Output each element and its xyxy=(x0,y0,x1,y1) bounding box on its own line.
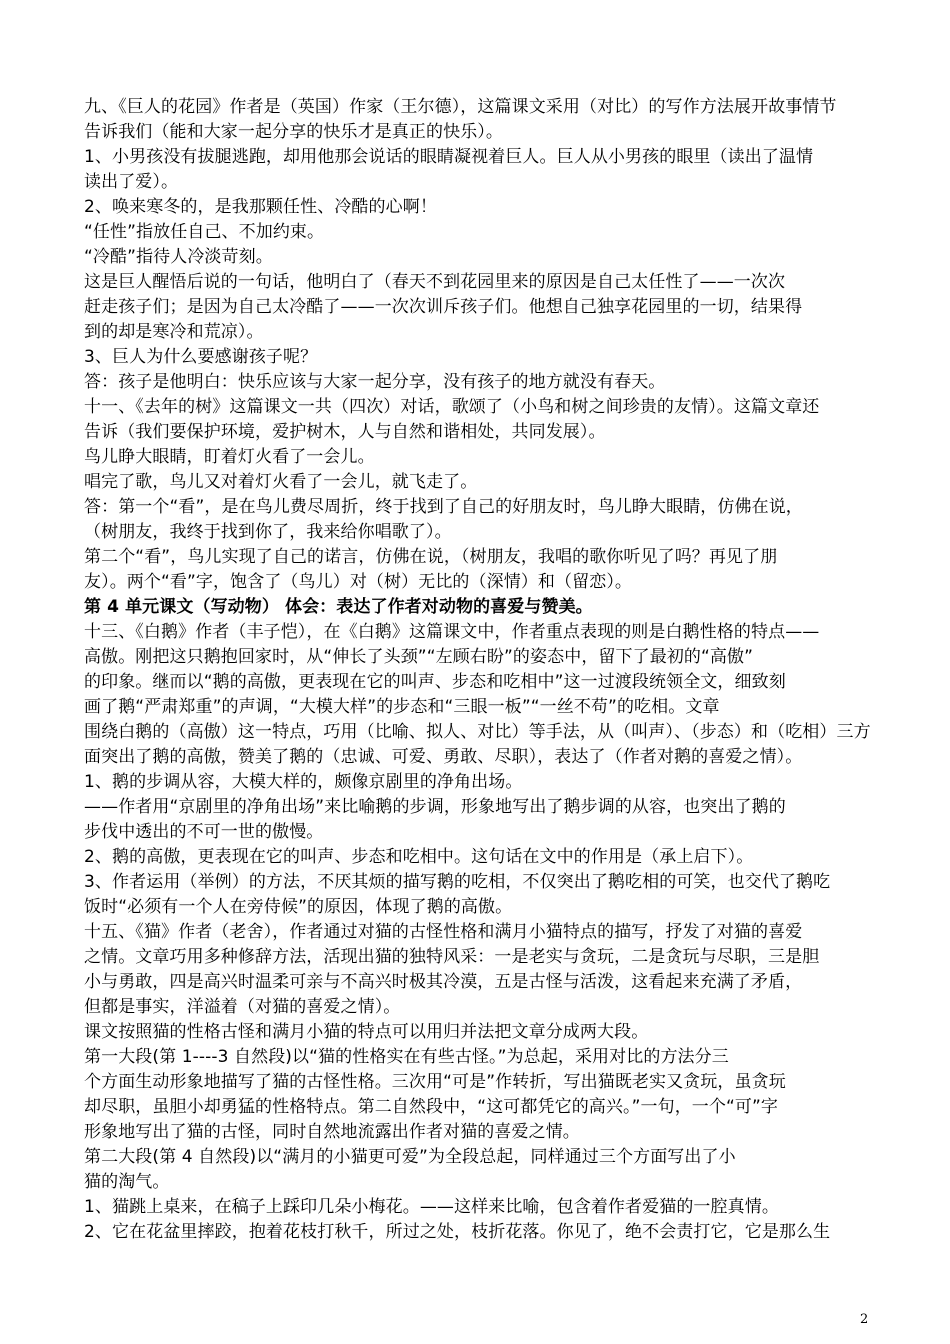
text-line: 但都是事实，洋溢着（对猫的喜爱之情）。 xyxy=(84,997,401,1017)
text-line: 赶走孩子们；是因为自己太冷酷了——一次次训斥孩子们。他想自己独享花园里的一切，结果得 xyxy=(84,297,803,317)
text-line: 2、唤来寒冬的，是我那颗任性、冷酷的心啊！ xyxy=(84,197,437,217)
text-line: 到的却是寒冷和荒凉）。 xyxy=(84,322,264,342)
text-line: 答：孩子是他明白：快乐应该与大家一起分享，没有孩子的地方就没有春天。 xyxy=(84,372,666,392)
text-line: 画了鹅“严肃郑重”的声调，“大模大样”的步态和“三眼一板”“一丝不苟”的吃相。文章 xyxy=(84,697,720,717)
page-number: 2 xyxy=(860,1312,869,1327)
text-line: 告诉我们（能和大家一起分享的快乐才是真正的快乐）。 xyxy=(84,122,503,142)
text-line: （树朋友，我终于找到你了，我来给你唱歌了）。 xyxy=(84,522,452,542)
text-line: 第二个“看”，鸟儿实现了自己的诺言，仿佛在说，（树朋友，我唱的歌你听见了吗？再见了朋 xyxy=(84,547,778,567)
text-line: 鸟儿睁大眼睛，盯着灯火看了一会儿。 xyxy=(84,447,375,467)
text-line: “任性”指放任自己、不加约束。 xyxy=(84,222,325,242)
text-line: 十五、《猫》作者（老舍），作者通过对猫的古怪性格和满月小猫特点的描写，抒发了对猫的喜爱 xyxy=(84,922,803,942)
text-line: 3、作者运用（举例）的方法，不厌其烦的描写鹅的吃相，不仅突出了鹅吃相的可笑，也交代了鹅吃 xyxy=(84,872,831,892)
text-line: 面突出了鹅的高傲，赞美了鹅的（忠诚、可爱、勇敢、尽职），表达了（作者对鹅的喜爱之情）。 xyxy=(84,747,803,767)
text-line: 2、鹅的高傲，更表现在它的叫声、步态和吃相中。这句话在文中的作用是（承上启下）。 xyxy=(84,847,754,867)
text-line: 1、小男孩没有拔腿逃跑，却用他那会说话的眼睛凝视着巨人。巨人从小男孩的眼里（读出了温情 xyxy=(84,147,814,167)
text-line: 之情。文章巧用多种修辞方法，活现出猫的独特风采：一是老实与贪玩，二是贪玩与尽职，三是胆 xyxy=(84,947,820,967)
text-line: 第一大段(第 1----3 自然段)以“猫的性格实在有些古怪。”为总起，采用对比的方法分三 xyxy=(84,1047,729,1067)
text-line: 告诉（我们要保护环境，爱护树木，人与自然和谐相处，共同发展）。 xyxy=(84,422,606,442)
text-line: 饭时“必须有一个人在旁侍候”的原因，体现了鹅的高傲。 xyxy=(84,897,513,917)
text-line: 却尽职，虽胆小却勇猛的性格特点。第二自然段中，“这可都凭它的高兴。”一句，一个“可”字 xyxy=(84,1097,779,1117)
text-line: 围绕白鹅的（高傲）这一特点，巧用（比喻、拟人、对比）等手法，从（叫声）、（步态）和（吃相）三方 xyxy=(84,722,871,742)
text-line: 步伐中透出的不可一世的傲慢。 xyxy=(84,822,324,842)
text-line: 这是巨人醒悟后说的一句话，他明白了（春天不到花园里来的原因是自己太任性了——一次次 xyxy=(84,272,786,292)
section-heading: 第 4 单元课文（写动物） 体会：表达了作者对动物的喜爱与赞美。 xyxy=(84,597,593,617)
text-line: 高傲。刚把这只鹅抱回家时，从“伸长了头颈”“左顾右盼”的姿态中，留下了最初的“高傲” xyxy=(84,647,754,667)
text-line: 友）。两个“看”字，饱含了（鸟儿）对（树）无比的（深情）和（留恋）。 xyxy=(84,572,633,592)
text-line: 十一、《去年的树》这篇课文一共（四次）对话，歌颂了（小鸟和树之间珍贵的友情）。这篇文章还 xyxy=(84,397,820,417)
text-line: 的印象。继而以“鹅的高傲，更表现在它的叫声、步态和吃相中”这一过渡段统领全文，细致刻 xyxy=(84,672,786,692)
text-line: 读出了爱）。 xyxy=(84,172,179,192)
text-line: 唱完了歌，鸟儿又对着灯火看了一会儿，就飞走了。 xyxy=(84,472,478,492)
text-line: 第二大段(第 4 自然段)以“满月的小猫更可爱”为全段总起，同样通过三个方面写出了小 xyxy=(84,1147,736,1167)
text-line: 1、鹅的步调从容，大模大样的，颇像京剧里的净角出场。 xyxy=(84,772,523,792)
text-line: 九、《巨人的花园》作者是（英国）作家（王尔德），这篇课文采用（对比）的写作方法展开故事情节 xyxy=(84,97,837,117)
text-line: 3、巨人为什么要感谢孩子呢？ xyxy=(84,347,318,367)
text-line: 个方面生动形象地描写了猫的古怪性格。三次用“可是”作转折，写出猫既老实又贪玩，虽贪玩 xyxy=(84,1072,786,1092)
text-line: 小与勇敢，四是高兴时温柔可亲与不高兴时极其冷漠，五是古怪与活泼，这看起来充满了矛盾， xyxy=(84,972,803,992)
text-line: 课文按照猫的性格古怪和满月小猫的特点可以用归并法把文章分成两大段。 xyxy=(84,1022,649,1042)
text-line: 2、它在花盆里摔跤，抱着花枝打秋千，所过之处，枝折花落。你见了，绝不会责打它，它是那么生 xyxy=(84,1222,831,1242)
text-line: 猫的淘气。 xyxy=(84,1172,170,1192)
document-body xyxy=(84,95,874,1245)
text-line: “冷酷”指待人冷淡苛刻。 xyxy=(84,247,273,267)
text-line: 1、猫跳上桌来，在稿子上踩印几朵小梅花。——这样来比喻，包含着作者爱猫的一腔真情。 xyxy=(84,1197,779,1217)
text-line: 形象地写出了猫的古怪，同时自然地流露出作者对猫的喜爱之情。 xyxy=(84,1122,580,1142)
text-line: 答：第一个“看”，是在鸟儿费尽周折，终于找到了自己的好朋友时，鸟儿睁大眼睛，仿佛在说， xyxy=(84,497,803,517)
text-line: ——作者用“京剧里的净角出场”来比喻鹅的步调，形象地写出了鹅步调的从容，也突出了鹅的 xyxy=(84,797,786,817)
text-line: 十三、《白鹅》作者（丰子恺），在《白鹅》这篇课文中，作者重点表现的则是白鹅性格的特点—— xyxy=(84,622,820,642)
